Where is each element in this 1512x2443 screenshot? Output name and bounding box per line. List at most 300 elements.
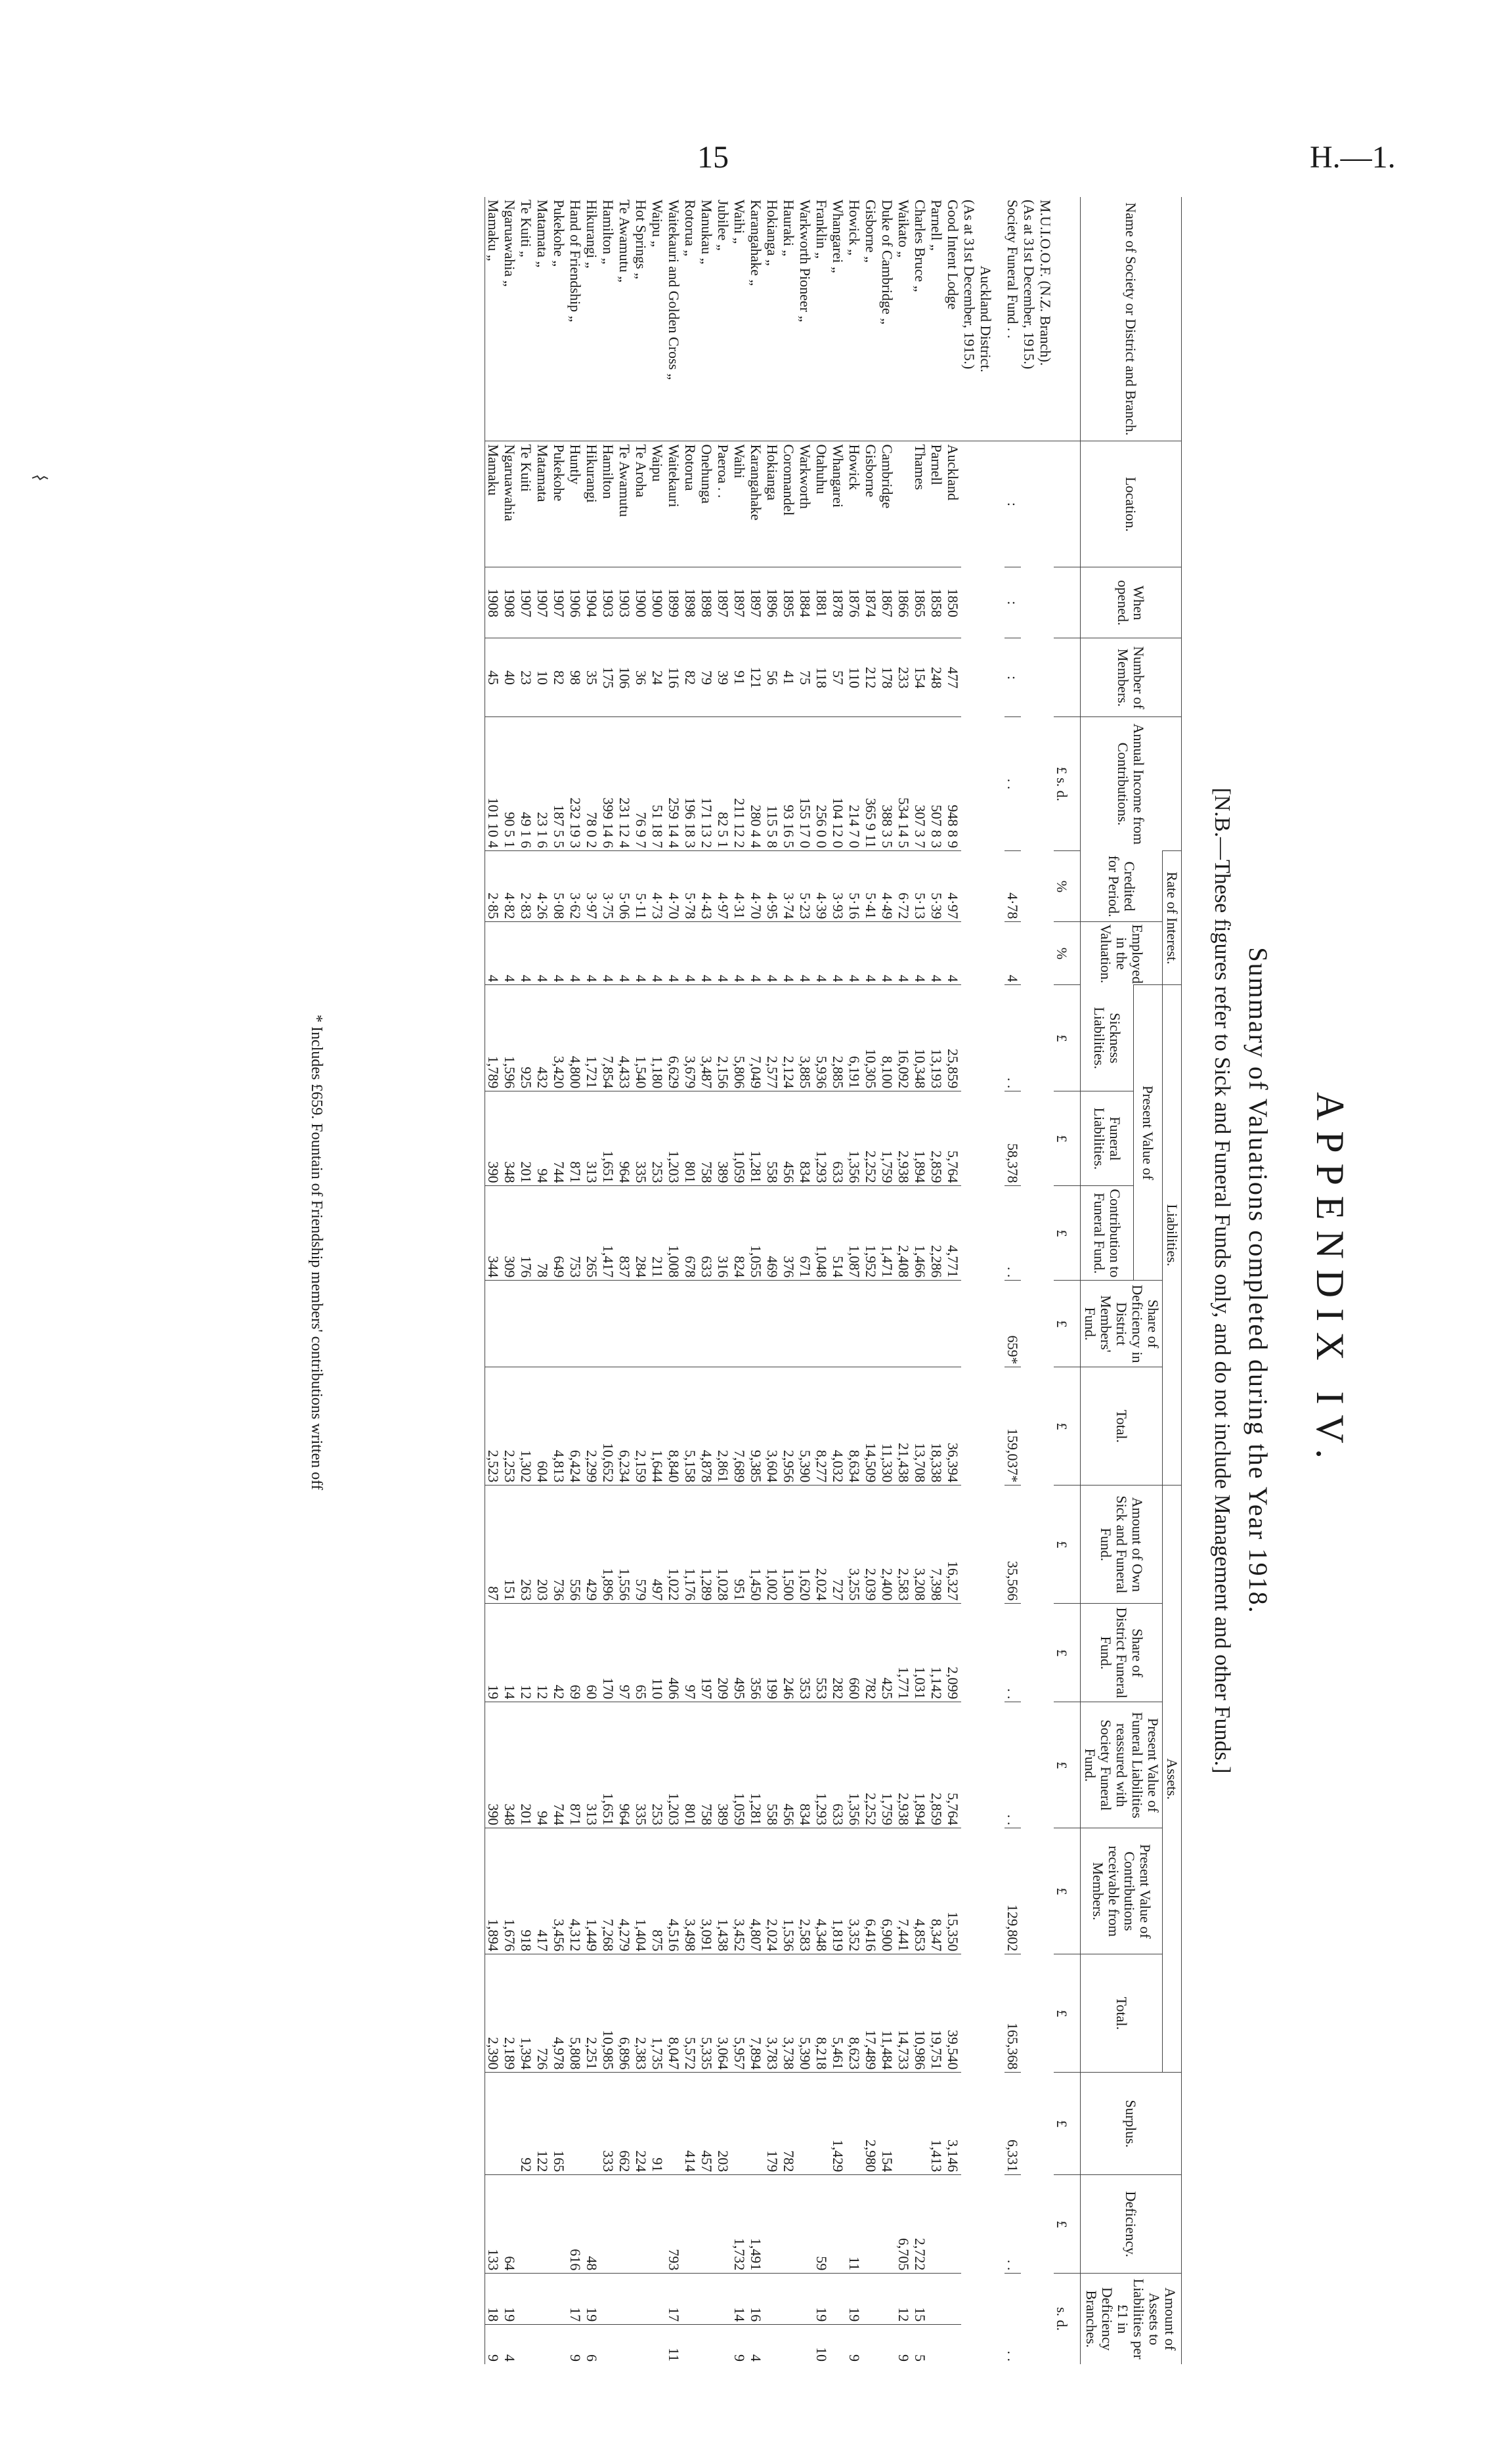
branch-name: Jubilee „ [715, 200, 731, 251]
table-cell: 4·73 [649, 851, 666, 922]
table-cell [945, 2325, 961, 2364]
table-cell: 4,433 [616, 985, 633, 1091]
table-cell: 282 [830, 1604, 846, 1702]
table-cell: 399 14 6 [600, 717, 616, 851]
table-cell: 4 [764, 922, 781, 985]
table-cell: 4·70 [748, 851, 764, 922]
table-cell: 91 [649, 2073, 666, 2175]
table-cell: 23 1 6 [534, 717, 551, 851]
table-cell: 6,191 [846, 985, 863, 1091]
table-cell [551, 2274, 567, 2325]
table-cell: 497 [649, 1486, 666, 1604]
table-cell: 1897 [748, 567, 764, 638]
table-cell: 1,771 [896, 1604, 912, 1702]
header-pv-reassured: Present Value of Funeral Liabilities reassured with Society Funeral Fund. [1081, 1702, 1163, 1828]
header-contribution: Contribution to Funeral Fund. [1081, 1186, 1134, 1281]
table-row [879, 197, 896, 2364]
table-cell [764, 2325, 781, 2364]
table-subtitle: Summary of Valuations completed during the Year 1918. [1243, 947, 1273, 1614]
page-number: 15 [697, 140, 729, 175]
table-cell [764, 1281, 781, 1367]
table-cell: 5,390 [797, 1954, 813, 2073]
table-cell: 49 1 6 [518, 717, 534, 851]
table-cell [649, 1281, 666, 1367]
table-cell: 5·78 [682, 851, 699, 922]
table-cell: 3,091 [699, 1828, 715, 1954]
table-cell: 365 9 11 [863, 717, 879, 851]
table-cell: 118 [813, 638, 830, 717]
table-cell: 97 [682, 1604, 699, 1702]
table-cell: Te Awamutu [616, 441, 633, 567]
table-cell: 3·62 [567, 851, 584, 922]
branch-name: Hot Springs „ [633, 200, 649, 279]
table-cell: 1,676 [502, 1828, 518, 1954]
table-cell: 7,894 [748, 1954, 764, 2073]
table-cell: 1899 [666, 567, 682, 638]
table-cell: 579 [633, 1486, 649, 1604]
branch-name: Hamilton „ [600, 200, 616, 265]
table-cell: 307 3 7 [912, 717, 928, 851]
table-cell: 1908 [502, 567, 518, 638]
table-cell: 1895 [781, 567, 797, 638]
table-cell [781, 2274, 797, 2325]
table-cell: 1,394 [518, 1954, 534, 2073]
table-cell [764, 2175, 781, 2274]
table-cell [797, 2325, 813, 2364]
table-cell: 1,281 [748, 1702, 764, 1828]
table-cell: 23 [518, 638, 534, 717]
table-cell: 1,540 [633, 985, 649, 1091]
table-cell: 94 [534, 1702, 551, 1828]
table-cell: 16 [748, 2274, 764, 2325]
table-cell: 17,489 [863, 1954, 879, 2073]
table-cell [633, 2274, 649, 2325]
table-cell: 2,390 [485, 1954, 502, 2073]
table-cell: 87 [485, 1486, 502, 1604]
table-cell: 7,689 [731, 1367, 748, 1486]
table-cell: 211 [649, 1186, 666, 1281]
table-cell: Huntly [567, 441, 584, 567]
table-cell: 94 [534, 1091, 551, 1186]
table-cell: 1,894 [912, 1702, 928, 1828]
table-cell: 170 [600, 1604, 616, 1702]
table-cell: 4 [715, 922, 731, 985]
table-cell: 75 [797, 638, 813, 717]
table-cell: 5·08 [551, 851, 567, 922]
table-cell: 871 [567, 1091, 584, 1186]
table-cell: 534 14 5 [896, 717, 912, 851]
table-cell: 1908 [485, 567, 502, 638]
table-cell: 201 [518, 1091, 534, 1186]
table-cell: 3,352 [846, 1828, 863, 1954]
table-cell: 1,413 [928, 2073, 945, 2175]
table-cell [731, 1281, 748, 1367]
table-cell: 4 [649, 922, 666, 985]
table-cell [699, 1281, 715, 1367]
table-cell [633, 2325, 649, 2364]
table-cell: 246 [781, 1604, 797, 1702]
table-cell: 3,487 [699, 985, 715, 1091]
table-cell: 1,022 [666, 1486, 682, 1604]
table-cell: 231 12 4 [616, 717, 633, 851]
table-cell: 456 [781, 1091, 797, 1186]
table-cell: 4·43 [699, 851, 715, 922]
table-cell: 5,335 [699, 1954, 715, 2073]
branch-name: Whangarei „ [830, 200, 846, 273]
table-row [485, 197, 502, 2364]
table-cell: 98 [567, 638, 584, 717]
header-name: Name of Society or District and Branch. [1081, 197, 1182, 441]
table-cell: 5·41 [863, 851, 879, 922]
table-cell: 782 [781, 2073, 797, 2175]
table-cell: 4 [846, 922, 863, 985]
table-cell: 727 [830, 1486, 846, 1604]
table-cell [830, 2175, 846, 2274]
table-cell: 2·85 [485, 851, 502, 922]
table-cell: 90 5 1 [502, 717, 518, 851]
table-cell: 106 [616, 638, 633, 717]
table-cell [912, 2073, 928, 2175]
table-cell: 155 17 0 [797, 717, 813, 851]
table-cell: Cambridge [879, 441, 896, 567]
table-cell: 5,572 [682, 1954, 699, 2073]
appendix-title: APPENDIX IV. [1308, 1091, 1352, 1470]
table-cell: 1874 [863, 567, 879, 638]
table-cell: 4·39 [813, 851, 830, 922]
table-cell: 201 [518, 1702, 534, 1828]
table-cell: 3,420 [551, 985, 567, 1091]
table-cell: 4 [945, 922, 961, 985]
table-cell: 1876 [846, 567, 863, 638]
table-cell: 753 [567, 1186, 584, 1281]
table-cell: 9,385 [748, 1367, 764, 1486]
table-cell: 649 [551, 1186, 567, 1281]
table-cell [600, 2175, 616, 2274]
table-cell: 5,806 [731, 985, 748, 1091]
table-cell: 110 [846, 638, 863, 717]
table-cell: 91 [731, 638, 748, 717]
table-cell: 4 [928, 922, 945, 985]
table-cell: Hamilton [600, 441, 616, 567]
table-cell: 4 [699, 922, 715, 985]
table-cell: 2,885 [830, 985, 846, 1091]
table-cell: 4 [567, 922, 584, 985]
table-cell [518, 1281, 534, 1367]
table-cell: 4·26 [534, 851, 551, 922]
table-cell: 3,498 [682, 1828, 699, 1954]
table-cell: 197 [699, 1604, 715, 1702]
table-cell: 2,956 [781, 1367, 797, 1486]
table-cell: 78 0 2 [584, 717, 600, 851]
table-cell: 151 [502, 1486, 518, 1604]
branch-name: Waihi „ [731, 200, 748, 244]
table-cell: 224 [633, 2073, 649, 2175]
table-cell: 1884 [797, 567, 813, 638]
table-cell: 1850 [945, 567, 961, 638]
table-cell: Thames [912, 441, 928, 567]
table-cell: 35 [584, 638, 600, 717]
table-cell: 4,807 [748, 1828, 764, 1954]
table-cell: 121 [748, 638, 764, 717]
table-cell: 2,124 [781, 985, 797, 1091]
table-cell: 19,751 [928, 1954, 945, 2073]
table-cell: 7,398 [928, 1486, 945, 1604]
table-cell [896, 2073, 912, 2175]
table-cell: 4 [600, 922, 616, 985]
table-cell: 3,064 [715, 1954, 731, 2073]
table-row [666, 197, 682, 2364]
table-cell: 1,429 [830, 2073, 846, 2175]
table-cell: 1,059 [731, 1702, 748, 1828]
society-fund: Society Funeral Fund . . [1004, 200, 1021, 339]
table-cell: 837 [616, 1186, 633, 1281]
table-cell: 4 [682, 922, 699, 985]
header-assets: Assets. [1163, 1486, 1182, 2073]
table-cell: 758 [699, 1091, 715, 1186]
table-cell: 1,759 [879, 1702, 896, 1828]
branch-name: Te Kuiti „ [518, 200, 534, 257]
table-cell: 2,583 [797, 1828, 813, 1954]
table-cell: 964 [616, 1091, 633, 1186]
table-cell: 1,466 [912, 1186, 928, 1281]
table-cell: 1,404 [633, 1828, 649, 1954]
table-cell [616, 2175, 633, 2274]
table-cell: 4·97 [715, 851, 731, 922]
table-row [945, 197, 961, 2364]
table-row [715, 197, 731, 2364]
table-cell: 7,441 [896, 1828, 912, 1954]
table-cell: 51 18 7 [649, 717, 666, 851]
table-cell: 1,450 [748, 1486, 764, 1604]
table-cell: 678 [682, 1186, 699, 1281]
table-cell: 284 [633, 1186, 649, 1281]
table-cell: 801 [682, 1702, 699, 1828]
table-cell: 1,491 [748, 2175, 764, 2274]
table-cell: 253 [649, 1702, 666, 1828]
table-cell: 24 [649, 638, 666, 717]
table-cell [781, 2175, 797, 2274]
table-cell: 6,900 [879, 1828, 896, 1954]
table-cell: 4,978 [551, 1954, 567, 2073]
table-cell: 42 [551, 1604, 567, 1702]
table-cell: 82 [682, 638, 699, 717]
branch-name: Rotorua „ [682, 200, 699, 257]
table-cell: 10,305 [863, 985, 879, 1091]
table-cell: 1,596 [502, 985, 518, 1091]
table-row [682, 197, 699, 2364]
table-cell: 1,028 [715, 1486, 731, 1604]
table-cell: 1,471 [879, 1186, 896, 1281]
table-cell: 115 5 8 [764, 717, 781, 851]
branch-name: Karangahake „ [748, 200, 764, 286]
table-cell [699, 2175, 715, 2274]
table-cell [518, 2175, 534, 2274]
table-cell: 18,338 [928, 1367, 945, 1486]
table-cell: 4,348 [813, 1828, 830, 1954]
header-funeral: Funeral Liabilities. [1081, 1091, 1134, 1186]
table-cell: 104 12 0 [830, 717, 846, 851]
table-cell: 211 12 2 [731, 717, 748, 851]
table-cell: 13,193 [928, 985, 945, 1091]
table-cell: 4 [616, 922, 633, 985]
table-cell: 69 [567, 1604, 584, 1702]
table-row [912, 197, 928, 2364]
table-cell: 335 [633, 1091, 649, 1186]
table-cell: 1,031 [912, 1604, 928, 1702]
table-cell: 14 [731, 2274, 748, 2325]
table-cell: 11 [846, 2175, 863, 2274]
table-cell: 17 [666, 2274, 682, 2325]
table-cell: 209 [715, 1604, 731, 1702]
table-cell: 165 [551, 2073, 567, 2175]
table-cell: 4,813 [551, 1367, 567, 1486]
table-cell: 154 [879, 2073, 896, 2175]
table-cell [699, 2325, 715, 2364]
table-cell: 82 [551, 638, 567, 717]
table-cell: 179 [764, 2073, 781, 2175]
table-cell: 199 [764, 1604, 781, 1702]
branch-name: Te Awamutu „ [616, 200, 633, 282]
table-cell [616, 2325, 633, 2364]
table-cell: 10,348 [912, 985, 928, 1091]
table-cell: 1865 [912, 567, 928, 638]
table-cell: 1,356 [846, 1091, 863, 1186]
table-cell: 265 [584, 1186, 600, 1281]
table-cell: 12 [896, 2274, 912, 2325]
table-cell: 4,032 [830, 1367, 846, 1486]
table-cell: 834 [797, 1091, 813, 1186]
table-cell: 15,350 [945, 1828, 961, 1954]
table-cell: Waitekauri [666, 441, 682, 567]
table-cell [846, 1281, 863, 1367]
table-cell: 389 [715, 1702, 731, 1828]
table-cell: 5 [912, 2325, 928, 2364]
table-cell: Karangahake [748, 441, 764, 567]
table-cell [928, 2325, 945, 2364]
table-cell: 4·95 [764, 851, 781, 922]
table-cell: 344 [485, 1186, 502, 1281]
table-cell: 4 [584, 922, 600, 985]
table-cell: 4 [666, 922, 682, 985]
table-cell: 758 [699, 1702, 715, 1828]
branch-name: Parnell „ [928, 200, 945, 251]
table-cell: 2,400 [879, 1486, 896, 1604]
table-cell [633, 2175, 649, 2274]
table-cell: 4,853 [912, 1828, 928, 1954]
table-cell: 5,936 [813, 985, 830, 1091]
table-cell [879, 2274, 896, 2325]
table-cell: 1866 [896, 567, 912, 638]
table-cell: 39,540 [945, 1954, 961, 2073]
society-name: M.U.I.O.O.F. (N.Z. Branch). [1037, 200, 1054, 366]
table-cell [682, 2175, 699, 2274]
table-cell: 64 [502, 2175, 518, 2274]
table-cell: 1,620 [797, 1486, 813, 1604]
table-cell: 4·70 [666, 851, 682, 922]
table-cell [551, 2325, 567, 2364]
table-cell [534, 2325, 551, 2364]
header-share-district: Share of District Funeral Fund. [1081, 1604, 1163, 1702]
table-cell: 196 18 3 [682, 717, 699, 851]
table-cell: 2,156 [715, 985, 731, 1091]
table-cell: 19 [584, 2274, 600, 2325]
table-cell: 2,980 [863, 2073, 879, 2175]
branch-name: Ngaruawahia „ [502, 200, 518, 287]
table-cell: 2,252 [863, 1702, 879, 1828]
table-cell: 1898 [682, 567, 699, 638]
table-row [649, 197, 666, 2364]
header-members: Number of Members. [1081, 638, 1182, 717]
table-cell: 9 [485, 2325, 502, 2364]
valuation-table [485, 197, 1182, 2364]
table-cell: 10,985 [600, 1954, 616, 2073]
table-cell: 425 [879, 1604, 896, 1702]
table-cell: 1,417 [600, 1186, 616, 1281]
table-cell [830, 2325, 846, 2364]
table-cell: 39 [715, 638, 731, 717]
rotated-page [92, 197, 1352, 2364]
table-cell: Otahuhu [813, 441, 830, 567]
table-cell: 406 [666, 1604, 682, 1702]
table-row [846, 197, 863, 2364]
table-cell: 93 16 5 [781, 717, 797, 851]
table-cell: 6,896 [616, 1954, 633, 2073]
table-cell: 1,289 [699, 1486, 715, 1604]
table-cell: 3,255 [846, 1486, 863, 1604]
table-cell: 16,327 [945, 1486, 961, 1604]
table-cell [485, 1281, 502, 1367]
table-cell [879, 1281, 896, 1367]
table-cell: 4 [502, 922, 518, 985]
table-cell: 82 5 1 [715, 717, 731, 851]
table-cell: 456 [781, 1702, 797, 1828]
table-cell: 1,087 [846, 1186, 863, 1281]
table-cell: 871 [567, 1702, 584, 1828]
table-cell [616, 2274, 633, 2325]
table-cell: 175 [600, 638, 616, 717]
table-cell: 2,299 [584, 1367, 600, 1486]
table-cell [649, 2325, 666, 2364]
table-cell: 2,252 [863, 1091, 879, 1186]
branch-name: Waikato „ [896, 200, 912, 258]
table-note: [N.B.—These figures refer to Sick and Funeral Funds only, and do not include Management and other Funds.] [1210, 787, 1234, 1774]
table-cell: 8,623 [846, 1954, 863, 2073]
table-cell: 4,516 [666, 1828, 682, 1954]
table-cell: 78 [534, 1186, 551, 1281]
society-sub-row [1021, 197, 1037, 2364]
table-cell: 11,330 [879, 1367, 896, 1486]
table-cell: Waihi [731, 441, 748, 567]
header-surplus: Surplus. [1081, 2073, 1182, 2175]
table-cell: 507 8 3 [928, 717, 945, 851]
table-cell: 2,722 [912, 2175, 928, 2274]
header-rate-credited: Credited for Period. [1081, 851, 1163, 922]
table-cell: 4 [485, 922, 502, 985]
branch-name: Waipu „ [649, 200, 666, 248]
header-rate: Rate of Interest. [1163, 851, 1182, 985]
table-cell: 1907 [551, 567, 567, 638]
table-cell [682, 2274, 699, 2325]
table-cell: 4 [748, 922, 764, 985]
table-cell: 1881 [813, 567, 830, 638]
table-cell [813, 2073, 830, 2175]
table-cell: Whangarei [830, 441, 846, 567]
table-cell [912, 1281, 928, 1367]
table-cell [584, 1281, 600, 1367]
table-cell [731, 2073, 748, 2175]
table-cell: 432 [534, 985, 551, 1091]
table-cell: 1,556 [616, 1486, 633, 1604]
